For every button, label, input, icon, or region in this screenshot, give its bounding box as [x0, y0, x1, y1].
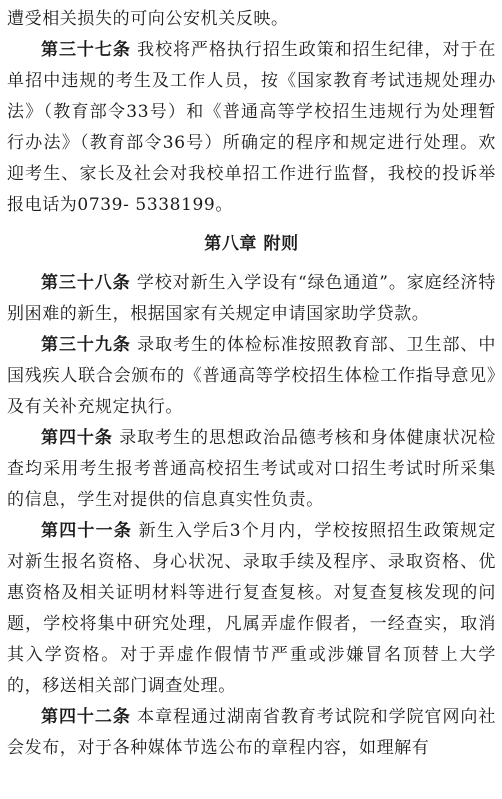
- article-42: [7, 702, 496, 764]
- article-38-text: 学校对新生入学设有“绿色通道”。家庭经济特别困难的新生，根据国家有关规定申请国家助学贷款。: [7, 273, 496, 324]
- article-37: [7, 35, 496, 221]
- article-37-label: 第三十七条: [41, 40, 131, 60]
- article-41-label: 第四十一条: [41, 521, 133, 541]
- article-39-label: 第三十九条: [41, 335, 131, 355]
- lead-paragraph: [7, 4, 496, 35]
- article-37-text: 我校将严格执行招生政策和招生纪律，对于在单招中违规的考生及工作人员，按《国家教育考试违规处理办法》（教育部令33号）和《普通高等学校招生违规行为处理暂行办法》（教育部令36号）所确定的程序和规定进行处理。欢迎考生、家长及社会对我校单招工作进行监督，我校的投诉举报电话为0739- 5338199。: [7, 40, 496, 215]
- article-40-label: 第四十条: [41, 428, 113, 448]
- article-40-text: 录取考生的思想政治品德考核和身体健康状况检查均采用考生报考普通高校招生考试或对口招生考试时所采集的信息，学生对提供的信息真实性负责。: [7, 428, 496, 510]
- article-41-text: 新生入学后3个月内，学校按照招生政策规定对新生报名资格、身心状况、录取手续及程序、录取资格、优惠资格及相关证明材料等进行复查复核。对复查复核发现的问题，学校将集中研究处理，凡属弄虚作假者，一经查实，取消其入学资格。对于弄虚作假情节严重或涉嫌冒名顶替上大学的，移送相关部门调查处理。: [7, 521, 497, 696]
- article-40: [7, 423, 496, 516]
- article-39-text: 录取考生的体检标准按照教育部、卫生部、中国残疾人联合会颁布的《普通高等学校招生体检工作指导意见》及有关补充规定执行。: [7, 335, 496, 417]
- article-42-label: 第四十二条: [41, 707, 131, 727]
- article-42-text: 本章程通过湖南省教育考试院和学院官网向社会发布，对于各种媒体节选公布的章程内容，如理解有: [7, 707, 496, 758]
- article-39: [7, 330, 496, 423]
- article-38-label: 第三十八条: [41, 273, 131, 293]
- chapter-title: 第八章 附则: [204, 234, 299, 254]
- lead-text: 遭受相关损失的可向公安机关反映。: [7, 9, 289, 29]
- article-38: [7, 268, 496, 330]
- article-41: [7, 516, 496, 702]
